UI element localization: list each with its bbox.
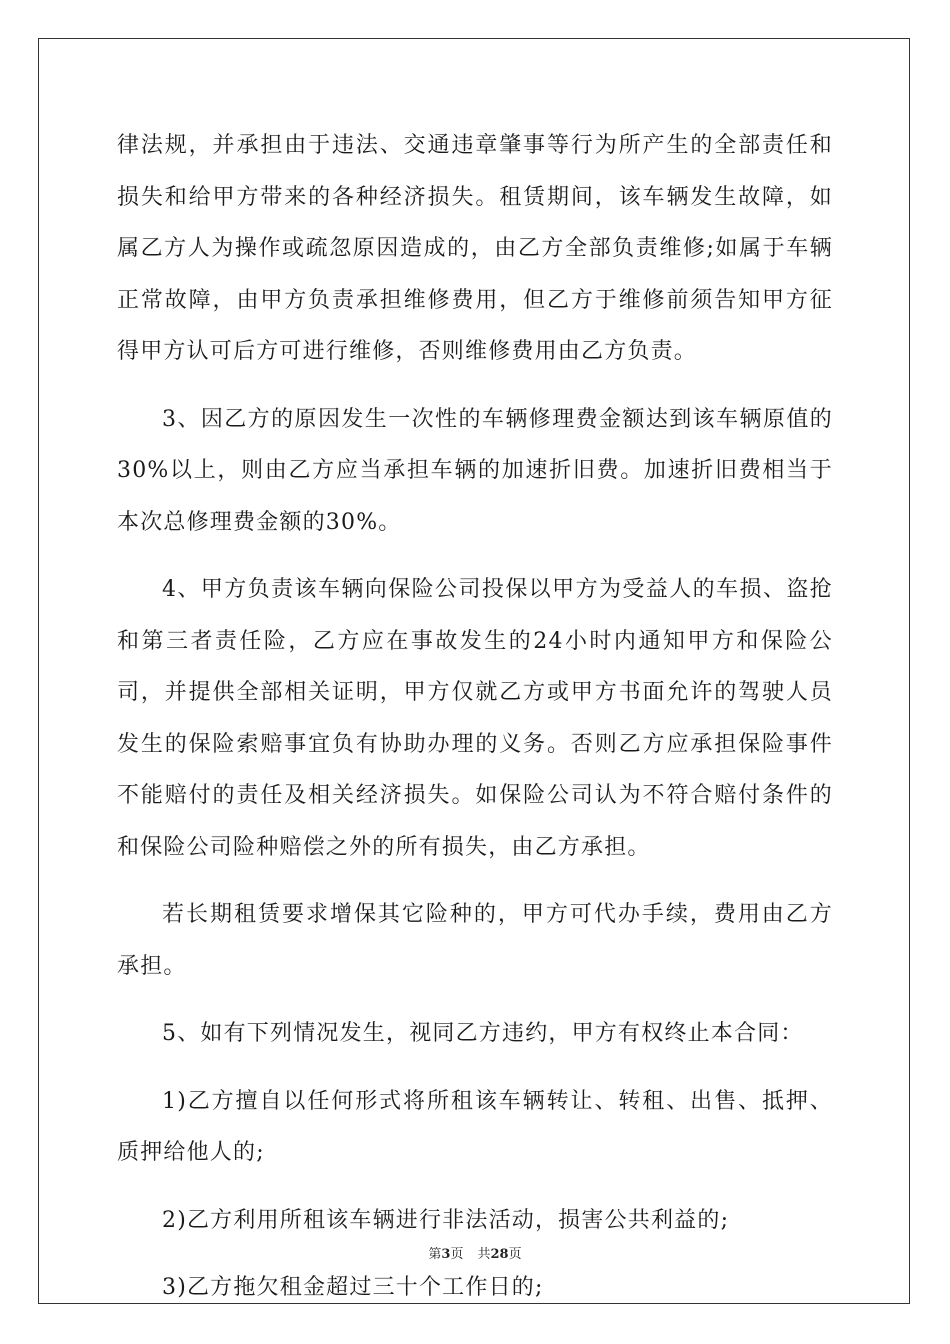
total-pages: 28 [490,1247,509,1262]
list-item-1: 1)乙方擅自以任何形式将所租该车辆转让、转租、出售、抵押、质押给他人的; [117,1088,833,1165]
paragraph-clause-4: 4、甲方负责该车辆向保险公司投保以甲方为受益人的车损、盗抢和第三者责任险，乙方应在事故发生的24小时内通知甲方和保险公司，并提供全部相关证明，甲方仅就乙方或甲方书面允许的驾驶人员发生的保险索赔事宜负有协助办理的义务。否则乙方应承担保险事件不能赔付的责任及相关经济损失。如保险公司认为不符合赔付条件的和保险公司险种赔偿之外的所有损失，由乙方承担。 [117,577,833,860]
page-number: 3 [441,1247,451,1262]
page-suffix: 页 [450,1247,464,1262]
list-item-3: 3)乙方拖欠租金超过三十个工作日的; [162,1275,544,1300]
paragraph-clause-3: 3、因乙方的原因发生一次性的车辆修理费金额达到该车辆原值的30%以上，则由乙方应当承担车辆的加速折旧费。加速折旧费相当于本次总修理费金额的30%。 [117,406,833,535]
paragraph-continuation: 律法规，并承担由于违法、交通违章肇事等行为所产生的全部责任和损失和给甲方带来的各种经济损失。租赁期间，该车辆发生故障，如属乙方人为操作或疏忽原因造成的，由乙方全部负责维修;如属于车辆正常故障，由甲方负责承担维修费用，但乙方于维修前须告知甲方征得甲方认可后方可进行维修，否则维修费用由乙方负责。 [117,133,833,364]
page-prefix: 第 [428,1247,442,1262]
page-footer [0,1243,950,1262]
paragraph-clause-5: 5、如有下列情况发生，视同乙方违约，甲方有权终止本合同： [162,1021,804,1046]
total-suffix: 页 [508,1247,522,1262]
paragraph-extra-insurance: 若长期租赁要求增保其它险种的，甲方可代办手续，费用由乙方承担。 [117,902,833,979]
total-prefix: 共 [477,1247,491,1262]
list-item-2: 2)乙方利用所租该车辆进行非法活动，损害公共利益的; [162,1207,730,1233]
document-body [117,120,833,1330]
